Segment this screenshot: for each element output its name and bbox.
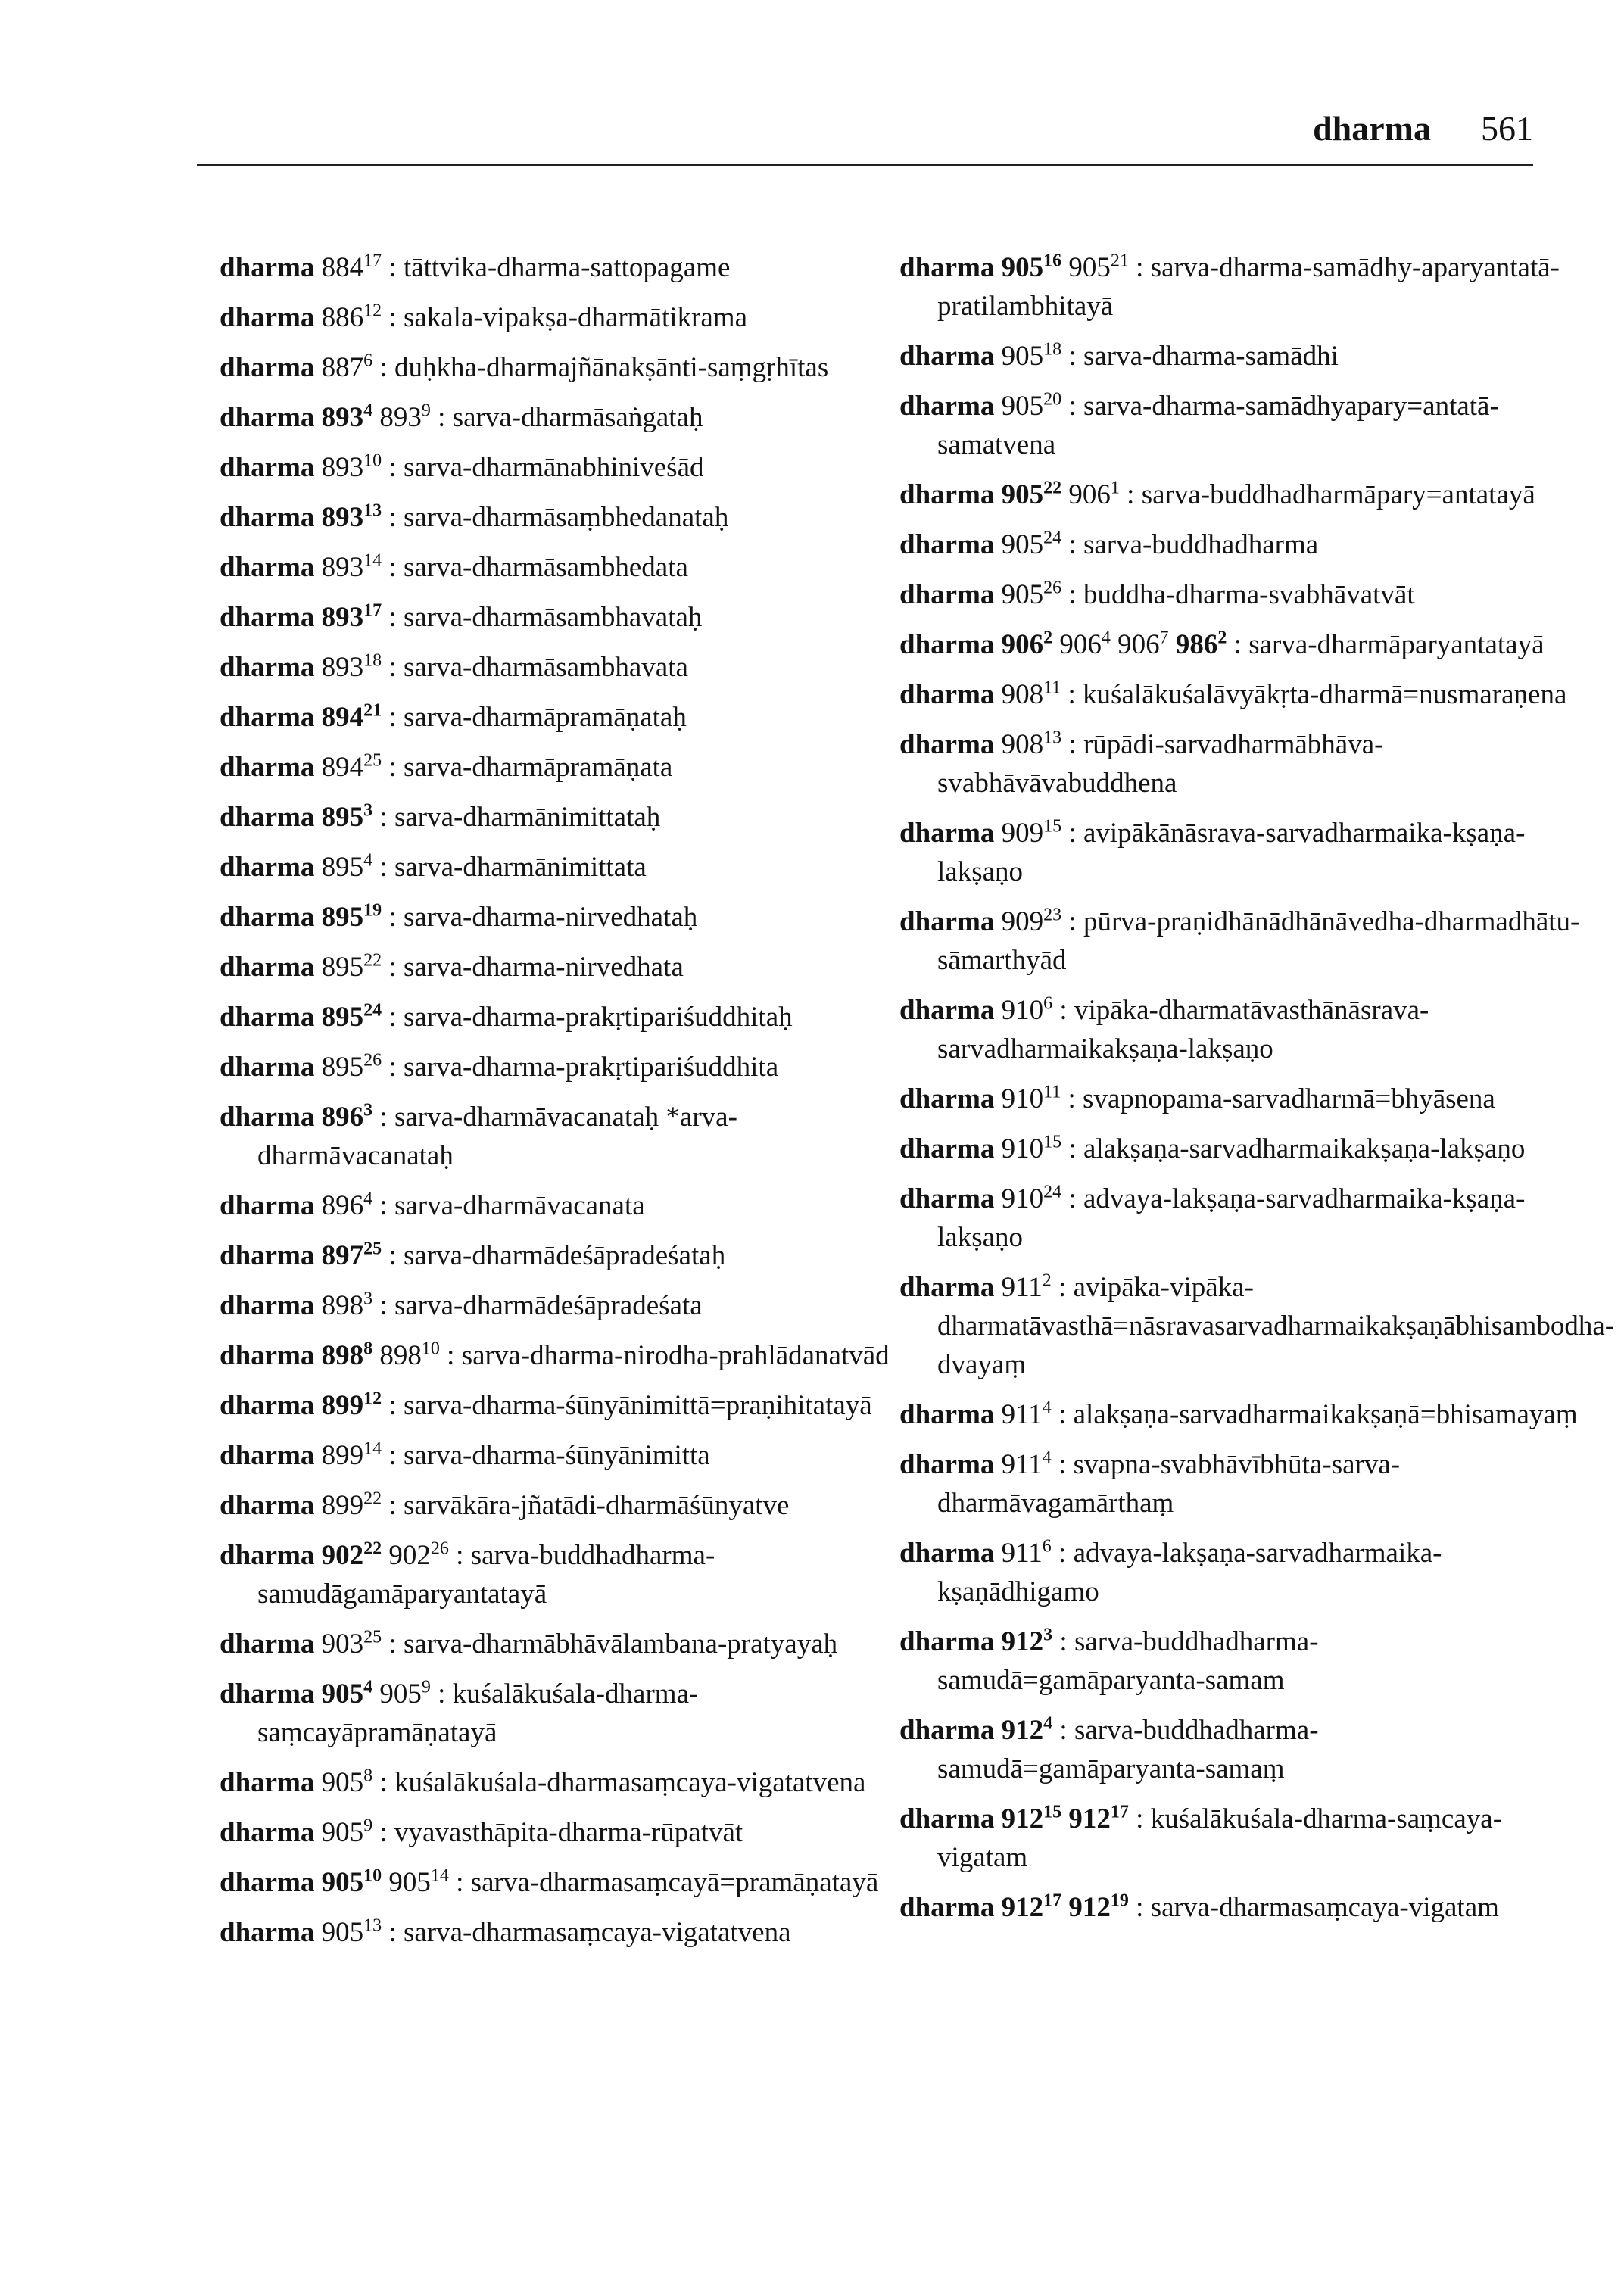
entry-reference: $906^4$ [1059,628,1111,660]
entry-reference: $898^8$ [321,1339,373,1371]
dictionary-entry: dharma $884^{17}$ : tāttvika-dharma-sattopagame [220,251,731,283]
entry-text: sarvākāra-jñatādi-dharmāśūnyatve [403,1490,790,1521]
entry-headword: dharma [899,252,995,283]
entry-reference: $903^{25}$ [321,1627,382,1660]
entry-reference: $910^{24}$ [1001,1182,1062,1214]
dictionary-entry: dharma $895^{22}$ : sarva-dharma-nirvedhata [220,950,684,983]
dictionary-entry: dharma $895^{24}$ : sarva-dharma-prakṛtipariśuddhitaḥ [220,1000,793,1033]
entry-reference: $905^{14}$ [388,1865,449,1898]
entry-text: sarva-dharma-samādhy-aparyantatā-pratilambhitayā [937,252,1560,322]
entry-headword: dharma [220,1240,315,1271]
dictionary-entry: dharma $909^{15}$ : avipākānāsrava-sarvadharmaika-kṣaṇa-lakṣaṇo [899,816,1526,887]
entry-reference: $910^{11}$ [1001,1082,1061,1114]
entry-text: sarva-buddhadharma-samudā=gamāparyanta-samaṃ [937,1715,1319,1784]
entry-headword: dharma [220,1629,315,1660]
dictionary-entry: dharma $895^{19}$ : sarva-dharma-nirvedhataḥ [220,900,698,933]
dictionary-entry: dharma $905^{26}$ : buddha-dharma-svabhāvatvāt [899,578,1415,610]
entry-headword: dharma [899,1183,995,1214]
entry-reference: $893^{14}$ [321,550,382,583]
entry-reference: $905^4$ [321,1677,373,1710]
entry-text: sarva-dharmasaṃcayā=pramāṇatayā [470,1867,879,1898]
entry-text: buddha-dharma-svabhāvatvāt [1083,579,1415,610]
entry-headword: dharma [220,1340,315,1371]
dictionary-entry: dharma $910^{24}$ : advaya-lakṣaṇa-sarvadharmaika-kṣaṇa-lakṣaṇo [899,1182,1526,1253]
entry-headword: dharma [899,906,995,937]
entry-headword: dharma [220,1290,315,1321]
dictionary-entry: dharma $911^6$ : advaya-lakṣaṇa-sarvadharmaika-kṣaṇādhigamo [899,1536,1442,1607]
running-headword: dharma [1313,109,1431,148]
entry-reference: $908^{13}$ [1001,728,1062,760]
dictionary-entry: dharma $894^{21}$ : sarva-dharmāpramāṇataḥ [220,700,687,733]
dictionary-entry: dharma $905^{13}$ : sarva-dharmasaṃcaya-vigatatvena [220,1915,791,1948]
entry-headword: dharma [220,1440,315,1471]
entry-headword: dharma [220,1917,315,1948]
dictionary-entry: dharma $905^{10}$ $905^{14}$ : sarva-dharmasaṃcayā=pramāṇatayā [220,1865,879,1898]
entry-headword: dharma [220,252,315,283]
entry-reference: $908^{11}$ [1001,678,1061,710]
entry-headword: dharma [899,995,995,1026]
entry-headword: dharma [899,1399,995,1430]
entry-text: sarva-dharmādeśāpradeśata [394,1290,703,1321]
entry-reference: $886^{12}$ [321,301,382,333]
dictionary-entry: dharma $893^{14}$ : sarva-dharmāsambhedata [220,550,688,583]
header-rule [197,164,1533,166]
entry-headword: dharma [899,579,995,610]
entry-reference: $905^{20}$ [1001,389,1062,422]
dictionary-entry: dharma $899^{14}$ : sarva-dharma-śūnyānimitta [220,1438,710,1471]
entry-reference: $896^3$ [321,1100,373,1133]
dictionary-entry: dharma $912^4$ : sarva-buddhadharma-samudā=gamāparyanta-samaṃ [899,1713,1319,1784]
entry-headword: dharma [899,729,995,760]
entry-reference: $905^9$ [379,1677,431,1710]
entry-reference: $905^{22}$ [1001,478,1062,510]
entry-text: sarva-dharmāvacanataḥ *arva-dharmāvacanataḥ [257,1102,737,1171]
entry-reference: $906^2$ [1001,628,1053,660]
right-column [899,248,1615,1938]
dictionary-entry: dharma $908^{13}$ : rūpādi-sarvadharmābhāva-svabhāvāvabuddhena [899,728,1384,799]
entry-reference: $905^{26}$ [1001,578,1062,610]
entry-headword: dharma [899,1133,995,1164]
entry-headword: dharma [220,1390,315,1421]
left-column [220,248,901,1963]
entry-reference: $912^3$ [1001,1625,1053,1657]
entry-text: sarva-dharmāparyantatayā [1248,629,1545,660]
entry-text: avipākānāsrava-sarvadharmaika-kṣaṇa-lakṣaṇo [937,818,1526,887]
entry-reference: $894^{25}$ [321,750,382,783]
entry-reference: $905^{21}$ [1068,251,1129,283]
page-number: 561 [1481,109,1533,148]
entry-text: advaya-lakṣaṇa-sarvadharmaika-kṣaṇa-lakṣaṇo [937,1183,1526,1253]
dictionary-entry: dharma $902^{22}$ $902^{26}$ : sarva-buddhadharma-samudāgamāparyantatayā [220,1538,715,1610]
dictionary-entry: dharma $905^{20}$ : sarva-dharma-samādhyapary=antatā-samatvena [899,389,1499,460]
entry-reference: $897^{25}$ [321,1239,382,1271]
entry-headword: dharma [899,391,995,422]
dictionary-entry: dharma $895^4$ : sarva-dharmānimittata [220,850,647,883]
dictionary-entry: dharma $905^{18}$ : sarva-dharma-samādhi [899,339,1339,372]
entry-headword: dharma [220,352,315,383]
entry-reference: $893^4$ [321,401,373,433]
entry-reference: $909^{15}$ [1001,816,1062,849]
entry-text: sarva-dharmāsaṅgataḥ [452,402,703,433]
entry-text: kuśalākuśala-dharma-saṃcaya-vigatam [937,1803,1503,1873]
entry-reference: $905^9$ [321,1816,373,1848]
dictionary-entry: dharma $912^{15}$ $912^{17}$ : kuśalākuśala-dharma-saṃcaya-vigatam [899,1802,1503,1873]
dictionary-entry: dharma $887^6$ : duḥkha-dharmajñānakṣānti-saṃgṛhītas [220,351,829,383]
entry-headword: dharma [220,1767,315,1798]
entry-text: sarva-dharmāsambhavata [403,652,688,683]
page-header [197,106,1533,167]
entry-text: sarva-dharma-nirvedhataḥ [403,902,698,933]
entry-reference: $910^{15}$ [1001,1132,1062,1164]
dictionary-entry: dharma $910^{15}$ : alakṣaṇa-sarvadharmaikakṣaṇa-lakṣaṇo [899,1132,1526,1164]
entry-headword: dharma [899,629,995,660]
entry-text: sarva-dharmānimittataḥ [394,802,661,833]
entry-reference: $899^{22}$ [321,1488,382,1521]
dictionary-entry: dharma $896^4$ : sarva-dharmāvacanata [220,1189,645,1221]
entry-headword: dharma [220,1052,315,1083]
entry-headword: dharma [220,1490,315,1521]
entry-reference: $899^{12}$ [321,1389,382,1421]
entry-reference: $986^2$ [1175,628,1227,660]
entry-reference: $905^8$ [321,1766,373,1798]
entry-text: sarva-buddhadharmāpary=antatayā [1141,479,1535,510]
entry-text: sarva-dharma-nirodha-prahlādanatvād [461,1340,890,1371]
entry-reference: $905^{18}$ [1001,339,1062,372]
dictionary-entry: dharma $905^4$ $905^9$ : kuśalākuśala-dharma-saṃcayāpramāṇatayā [220,1677,699,1748]
entry-reference: $905^{10}$ [321,1865,382,1898]
dictionary-entry: dharma $912^3$ : sarva-buddhadharma-samudā=gamāparyanta-samam [899,1625,1319,1696]
entry-text: sarva-dharma-nirvedhata [403,952,684,983]
entry-text: svapna-svabhāvībhūta-sarva-dharmāvagamārthaṃ [937,1449,1401,1519]
entry-headword: dharma [220,802,315,833]
entry-text: sarva-buddhadharma [1083,529,1319,560]
entry-text: sarva-dharma-śūnyānimittā=praṇihitatayā [403,1390,872,1421]
entry-headword: dharma [899,818,995,849]
entry-headword: dharma [899,1715,995,1746]
entry-text: sarva-dharmādeśāpradeśataḥ [403,1240,726,1271]
entry-reference: $912^{19}$ [1068,1890,1129,1923]
entry-headword: dharma [899,479,995,510]
entry-headword: dharma [899,341,995,372]
dictionary-entry: dharma $893^{18}$ : sarva-dharmāsambhavata [220,650,688,683]
dictionary-entry: dharma $895^3$ : sarva-dharmānimittataḥ [220,800,661,833]
entry-reference: $906^1$ [1068,478,1120,510]
entry-reference: $912^4$ [1001,1713,1053,1746]
dictionary-entry: dharma $893^{17}$ : sarva-dharmāsambhavataḥ [220,600,703,633]
dictionary-entry: dharma $893^4$ $893^9$ : sarva-dharmāsaṅgataḥ [220,401,703,433]
entry-reference: $902^{22}$ [321,1538,382,1571]
entry-reference: $887^6$ [321,351,373,383]
dictionary-entry: dharma $893^{13}$ : sarva-dharmāsaṃbhedanataḥ [220,500,729,533]
dictionary-entry: dharma $905^9$ : vyavasthāpita-dharma-rūpatvāt [220,1816,743,1848]
dictionary-entry: dharma $905^{24}$ : sarva-buddhadharma [899,528,1319,560]
dictionary-entry: dharma $911^2$ : avipāka-vipāka-dharmatāvasthā=nāsravasarvadharmaikakṣaṇābhisambodha-dvayaṃ [899,1270,1615,1380]
entry-headword: dharma [899,1449,995,1480]
entry-text: sarva-buddhadharma-samudāgamāparyantatayā [257,1540,715,1610]
entry-reference: $893^{18}$ [321,650,382,683]
entry-headword: dharma [899,1272,995,1303]
entry-reference: $911^2$ [1001,1270,1052,1303]
entry-text: sarva-dharmānimittata [394,852,647,883]
entry-headword: dharma [899,529,995,560]
entry-reference: $902^{26}$ [388,1538,449,1571]
dictionary-entry: dharma $909^{23}$ : pūrva-praṇidhānādhānāvedha-dharmadhātu-sāmarthyād [899,905,1580,976]
entry-reference: $905^{13}$ [321,1915,382,1948]
entry-headword: dharma [220,1540,315,1571]
entry-text: sarva-dharmāpramāṇataḥ [403,702,687,733]
entry-headword: dharma [220,402,315,433]
entry-headword: dharma [220,452,315,483]
entry-headword: dharma [899,1803,995,1834]
entry-text: sarva-dharmāpramāṇata [403,752,673,783]
entry-reference: $893^{13}$ [321,500,382,533]
entry-headword: dharma [899,1892,995,1923]
entry-headword: dharma [220,502,315,533]
entry-reference: $893^9$ [379,401,431,433]
entry-reference: $911^4$ [1001,1448,1052,1480]
entry-headword: dharma [220,1867,315,1898]
entry-headword: dharma [220,1817,315,1848]
entry-text: sarva-dharma-prakṛtipariśuddhita [403,1052,779,1083]
entry-headword: dharma [899,679,995,710]
entry-reference: $899^{14}$ [321,1438,382,1471]
entry-text: sarva-dharmāsaṃbhedanataḥ [403,502,729,533]
entry-text: vipāka-dharmatāvasthānāsrava-sarvadharmaikakṣaṇa-lakṣaṇo [937,995,1429,1064]
entry-headword: dharma [220,902,315,933]
entry-reference: $896^4$ [321,1189,373,1221]
entry-reference: $910^6$ [1001,993,1053,1026]
entry-reference: $911^4$ [1001,1398,1052,1430]
dictionary-entry: dharma $898^8$ $898^{10}$ : sarva-dharma-nirodha-prahlādanatvād [220,1339,890,1371]
entry-headword: dharma [899,1538,995,1569]
entry-headword: dharma [899,1626,995,1657]
entry-headword: dharma [220,1102,315,1133]
dictionary-entry: dharma $899^{12}$ : sarva-dharma-śūnyānimittā=praṇihitatayā [220,1389,872,1421]
entry-text: duḥkha-dharmajñānakṣānti-saṃgṛhītas [394,352,829,383]
entry-reference: $894^{21}$ [321,700,382,733]
dictionary-entry: dharma $905^8$ : kuśalākuśala-dharmasaṃcaya-vigatatvena [220,1766,866,1798]
entry-text: svapnopama-sarvadharmā=bhyāsena [1083,1083,1495,1114]
entry-reference: $898^{10}$ [379,1339,440,1371]
entry-text: sarva-dharmasaṃcaya-vigatam [1150,1892,1499,1923]
entry-headword: dharma [220,752,315,783]
entry-headword: dharma [220,1678,315,1710]
dictionary-entry: dharma $898^3$ : sarva-dharmādeśāpradeśata [220,1289,703,1321]
dictionary-entry: dharma $896^3$ : sarva-dharmāvacanataḥ *arva-dharmāvacanataḥ [220,1100,737,1171]
entry-reference: $911^6$ [1001,1536,1052,1569]
dictionary-entry: dharma $897^{25}$ : sarva-dharmādeśāpradeśataḥ [220,1239,726,1271]
dictionary-entry: dharma $899^{22}$ : sarvākāra-jñatādi-dharmāśūnyatve [220,1488,790,1521]
entry-reference: $884^{17}$ [321,251,382,283]
entry-headword: dharma [220,302,315,333]
dictionary-entry: dharma $894^{25}$ : sarva-dharmāpramāṇata [220,750,673,783]
entry-text: sarva-dharmāsambhavataḥ [403,602,703,633]
entry-text: alakṣaṇa-sarvadharmaikakṣaṇā=bhisamayaṃ [1073,1399,1578,1430]
entry-text: sarva-dharma-samādhyapary=antatā-samatvena [937,391,1499,460]
entry-text: sarva-dharma-samādhi [1083,341,1339,372]
entry-text: sakala-vipakṣa-dharmātikrama [403,302,748,333]
entry-text: vyavasthāpita-dharma-rūpatvāt [394,1817,743,1848]
entry-reference: $912^{17}$ [1068,1802,1129,1834]
entry-text: sarva-dharmābhāvālambana-pratyayaḥ [403,1629,838,1660]
dictionary-entry: dharma $911^4$ : alakṣaṇa-sarvadharmaikakṣaṇā=bhisamayaṃ [899,1398,1578,1430]
entry-text: kuśalākuśala-dharmasaṃcaya-vigatatvena [394,1767,866,1798]
entry-text: rūpādi-sarvadharmābhāva-svabhāvāvabuddhena [937,729,1384,799]
entry-headword: dharma [899,1083,995,1114]
entry-text: sarva-dharmānabhiniveśād [403,452,704,483]
dictionary-entry: dharma $911^4$ : svapna-svabhāvībhūta-sarva-dharmāvagamārthaṃ [899,1448,1401,1519]
entry-text: sarva-buddhadharma-samudā=gamāparyanta-samam [937,1626,1319,1696]
entry-text: sarva-dharma-śūnyānimitta [403,1440,710,1471]
entry-reference: $895^{26}$ [321,1050,382,1083]
dictionary-entry: dharma $903^{25}$ : sarva-dharmābhāvālambana-pratyayaḥ [220,1627,838,1660]
entry-reference: $893^{10}$ [321,450,382,483]
dictionary-entry: dharma $893^{10}$ : sarva-dharmānabhiniveśād [220,450,704,483]
entry-reference: $895^{24}$ [321,1000,382,1033]
entry-reference: $905^{16}$ [1001,251,1062,283]
dictionary-entry: dharma $912^{17}$ $912^{19}$ : sarva-dharmasaṃcaya-vigatam [899,1890,1499,1923]
entry-headword: dharma [220,952,315,983]
entry-headword: dharma [220,552,315,583]
entry-reference: $912^{17}$ [1001,1890,1062,1923]
entry-reference: $895^4$ [321,850,373,883]
entry-reference: $893^{17}$ [321,600,382,633]
entry-reference: $898^3$ [321,1289,373,1321]
entry-text: kuśalākuśala-dharma-saṃcayāpramāṇatayā [257,1678,699,1748]
entry-headword: dharma [220,1190,315,1221]
entry-reference: $909^{23}$ [1001,905,1062,937]
entry-headword: dharma [220,602,315,633]
entry-text: alakṣaṇa-sarvadharmaikakṣaṇa-lakṣaṇo [1083,1133,1526,1164]
dictionary-entry: dharma $908^{11}$ : kuśalākuśalāvyākṛta-dharmā=nusmaraṇena [899,678,1567,710]
entry-text: tāttvika-dharma-sattopagame [403,252,731,283]
dictionary-entry: dharma $895^{26}$ : sarva-dharma-prakṛtipariśuddhita [220,1050,779,1083]
entry-reference: $906^7$ [1117,628,1169,660]
entry-text: sarva-dharmāvacanata [394,1190,645,1221]
entry-text: sarva-dharmasaṃcaya-vigatatvena [403,1917,791,1948]
dictionary-entry: dharma $905^{16}$ $905^{21}$ : sarva-dharma-samādhy-aparyantatā-pratilambhitayā [899,251,1560,322]
dictionary-entry: dharma $905^{22}$ $906^1$ : sarva-buddhadharmāpary=antatayā [899,478,1535,510]
dictionary-entry: dharma $910^6$ : vipāka-dharmatāvasthānāsrava-sarvadharmaikakṣaṇa-lakṣaṇo [899,993,1429,1064]
dictionary-entry: dharma $906^2$ $906^4$ $906^7$ $986^2$ : sarva-dharmāparyantatayā [899,628,1545,660]
entry-text: pūrva-praṇidhānādhānāvedha-dharmadhātu-sāmarthyād [937,906,1580,976]
entry-text: advaya-lakṣaṇa-sarvadharmaika-kṣaṇādhigamo [937,1538,1442,1607]
dictionary-entry: dharma $886^{12}$ : sakala-vipakṣa-dharmātikrama [220,301,748,333]
entry-reference: $905^{24}$ [1001,528,1062,560]
entry-headword: dharma [220,852,315,883]
entry-headword: dharma [220,702,315,733]
entry-reference: $912^{15}$ [1001,1802,1062,1834]
entry-text: sarva-dharma-prakṛtipariśuddhitaḥ [403,1002,793,1033]
entry-reference: $895^{19}$ [321,900,382,933]
entry-reference: $895^3$ [321,800,373,833]
entry-text: avipāka-vipāka-dharmatāvasthā=nāsravasarvadharmaikakṣaṇābhisambodha-dvayaṃ [937,1272,1615,1380]
entry-text: sarva-dharmāsambhedata [403,552,688,583]
entry-headword: dharma [220,652,315,683]
entry-reference: $895^{22}$ [321,950,382,983]
dictionary-entry: dharma $910^{11}$ : svapnopama-sarvadharmā=bhyāsena [899,1082,1495,1114]
entry-text: kuśalākuśalāvyākṛta-dharmā=nusmaraṇena [1083,679,1567,710]
entry-headword: dharma [220,1002,315,1033]
